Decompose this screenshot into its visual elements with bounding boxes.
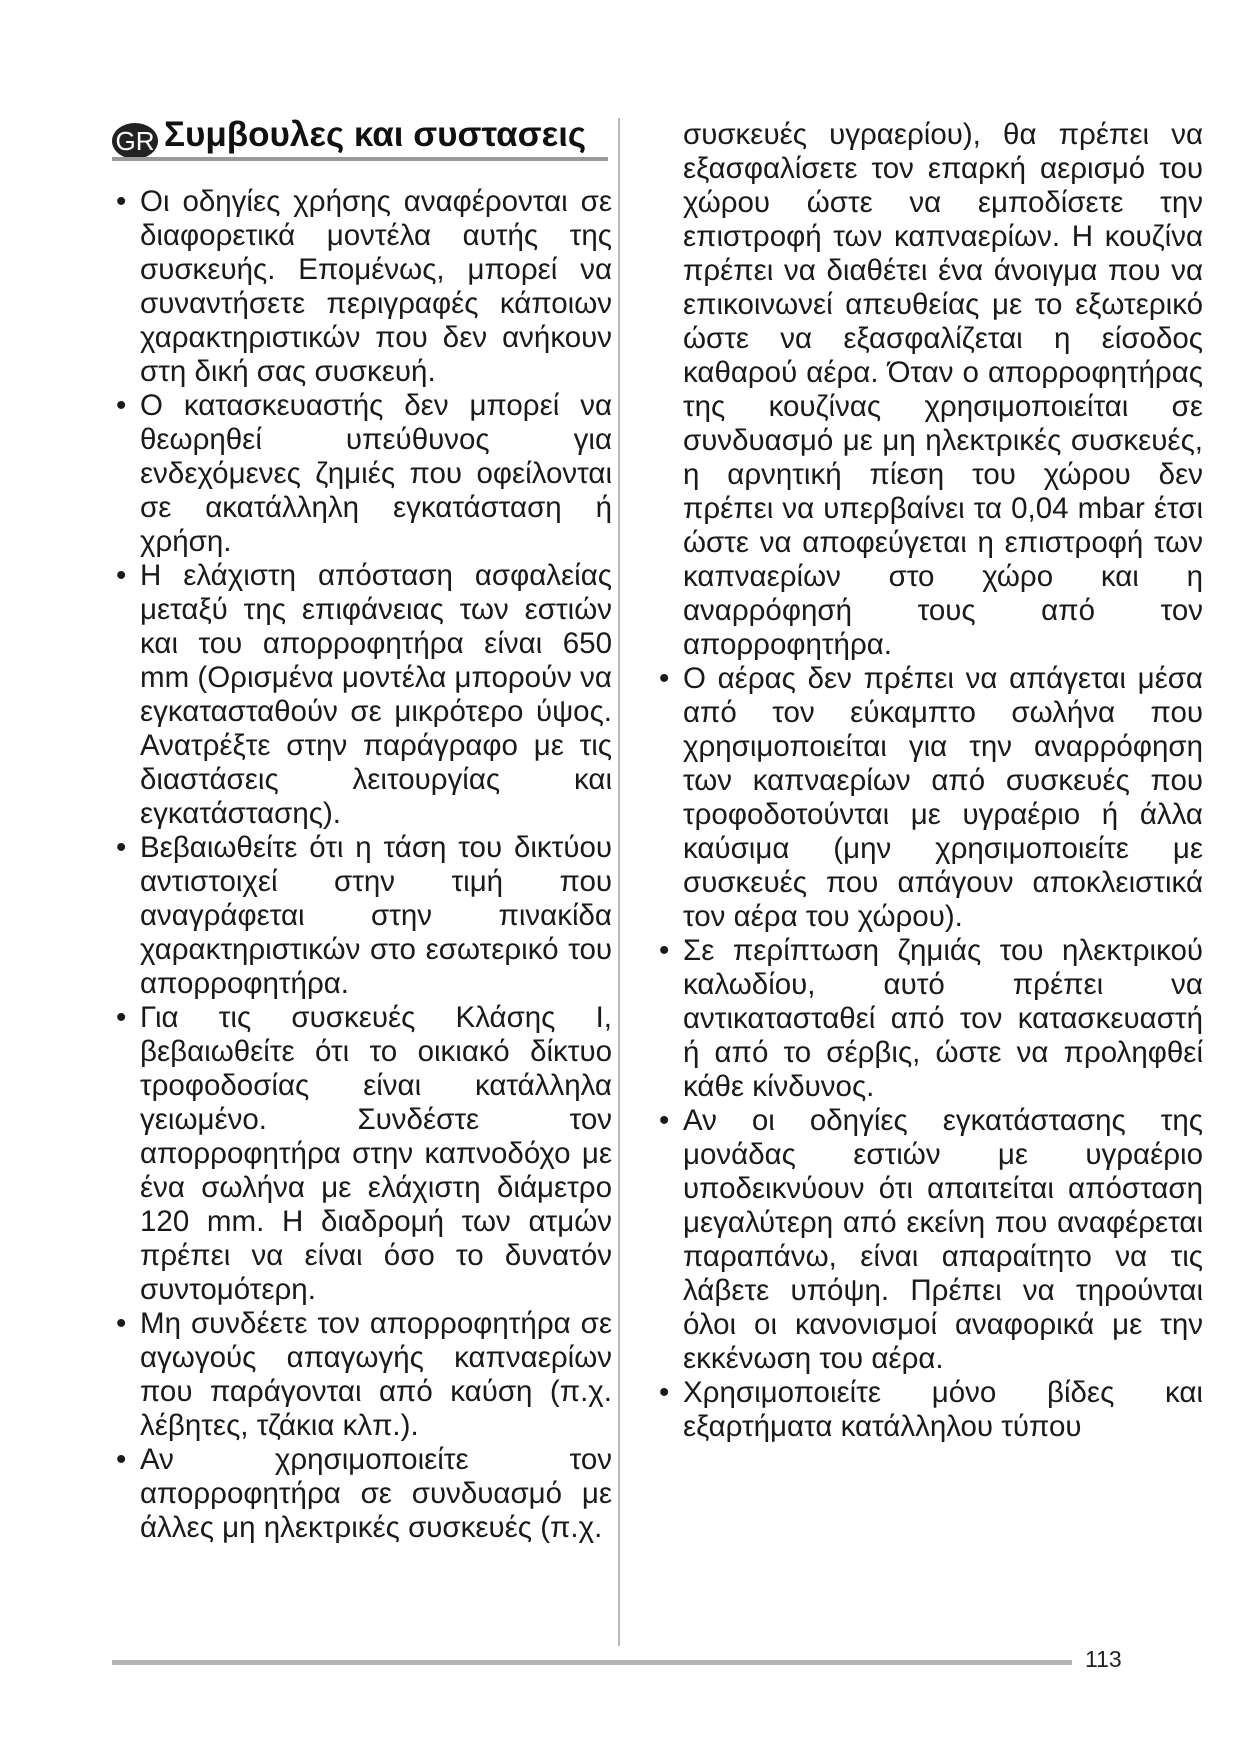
- list-item: • Για τις συσκευές Κλάσης I, βεβαιωθείτε ότι το οικιακό δίκτυο τροφοδοσίας είναι κατάλληλα γειωμένο. Συνδέστε τον απορροφητήρα στην καπνοδόχο με ένα σωλήνα με ελάχιστη διάμετρο 120 mm. Η διαδρομή των ατμών πρέπει να είναι όσο το δυνατόν συντομότερη.: [112, 1001, 612, 1307]
- column-divider: [618, 118, 620, 1646]
- title-underline: [112, 157, 608, 161]
- list-item: • Σε περίπτωση ζημιάς του ηλεκτρικού καλωδίου, αυτό πρέπει να αντικατασταθεί από τον κατασκευαστή ή από το σέρβις, ώστε να προληφθεί κάθε κίνδυνος.: [655, 934, 1203, 1104]
- left-column: [112, 185, 612, 1545]
- section-title: Συμβουλες και συστασεις: [164, 115, 587, 154]
- language-badge: GR: [112, 123, 158, 159]
- list-item: • Αν οι οδηγίες εγκατάστασης της μονάδας εστιών με υγραέριο υποδεικνύουν ότι απαιτείται απόσταση μεγαλύτερη από εκείνη που αναφέρεται παραπάνω, είναι απαραίτητο να τις λάβετε υπόψη. Πρέπει να τηρούνται όλοι οι κανονισμοί αναφορικά με την εκκένωση του αέρα.: [655, 1104, 1203, 1376]
- footer-rule: [112, 1660, 1072, 1665]
- list-item: • Ο κατασκευαστής δεν μπορεί να θεωρηθεί υπεύθυνος για ενδεχόμενες ζημιές που οφείλονται σε ακατάλληλη εγκατάσταση ή χρήση.: [112, 389, 612, 559]
- continued-paragraph: συσκευές υγραερίου), θα πρέπει να εξασφαλίσετε τον επαρκή αερισμό του χώρου ώστε να εμποδίσετε την επιστροφή των καπναερίων. Η κουζίνα πρέπει να διαθέτει ένα άνοιγμα που να επικοινωνεί απευθείας με το εξωτερικό ώστε να εξασφαλίζεται η είσοδος καθαρού αέρα. Όταν ο απορροφητήρας της κουζίνας χρησιμοποιείται σε συνδυασμό με μη ηλεκτρικές συσκευές, η αρνητική πίεση του χώρου δεν πρέπει να υπερβαίνει τα 0,04 mbar έτσι ώστε να αποφεύγεται η επιστροφή των καπναερίων στο χώρο και η αναρρόφησή τους από τον απορροφητήρα.: [683, 118, 1203, 661]
- list-item: • Η ελάχιστη απόσταση ασφαλείας μεταξύ της επιφάνειας των εστιών και του απορροφητήρα είναι 650 mm (Ορισμένα μοντέλα μπορούν να εγκατασταθούν σε μικρότερο ύψος. Ανατρέξτε στην παράγραφο με τις διαστάσεις λειτουργίας και εγκατάστασης).: [112, 559, 612, 831]
- list-item: • Μη συνδέετε τον απορροφητήρα σε αγωγούς απαγωγής καπναερίων που παράγονται από καύση (π.χ. λέβητες, τζάκια κλπ.).: [112, 1307, 612, 1443]
- page-number: 113: [1085, 1646, 1122, 1672]
- list-item: • Βεβαιωθείτε ότι η τάση του δικτύου αντιστοιχεί στην τιμή που αναγράφεται στην πινακίδα χαρακτηριστικών στο εσωτερικό του απορροφητήρα.: [112, 831, 612, 1001]
- list-item: • Οι οδηγίες χρήσης αναφέρονται σε διαφορετικά μοντέλα αυτής της συσκευής. Επομένως, μπορεί να συναντήσετε περιγραφές κάποιων χαρακτηριστικών που δεν ανήκουν στη δική σας συσκευή.: [112, 185, 612, 389]
- list-item: • Αν χρησιμοποιείτε τον απορροφητήρα σε συνδυασμό με άλλες μη ηλεκτρικές συσκευές (π.χ.: [112, 1443, 612, 1545]
- list-item: • Ο αέρας δεν πρέπει να απάγεται μέσα από τον εύκαμπτο σωλήνα που χρησιμοποιείται για την αναρρόφηση των καπναερίων από συσκευές που τροφοδοτούνται με υγραέριο ή άλλα καύσιμα (μην χρησιμοποιείτε με συσκευές που απάγουν αποκλειστικά τον αέρα του χώρου).: [655, 662, 1203, 934]
- right-column: [655, 118, 1203, 1444]
- list-item: • Χρησιμοποιείτε μόνο βίδες και εξαρτήματα κατάλληλου τύπου: [655, 1376, 1203, 1444]
